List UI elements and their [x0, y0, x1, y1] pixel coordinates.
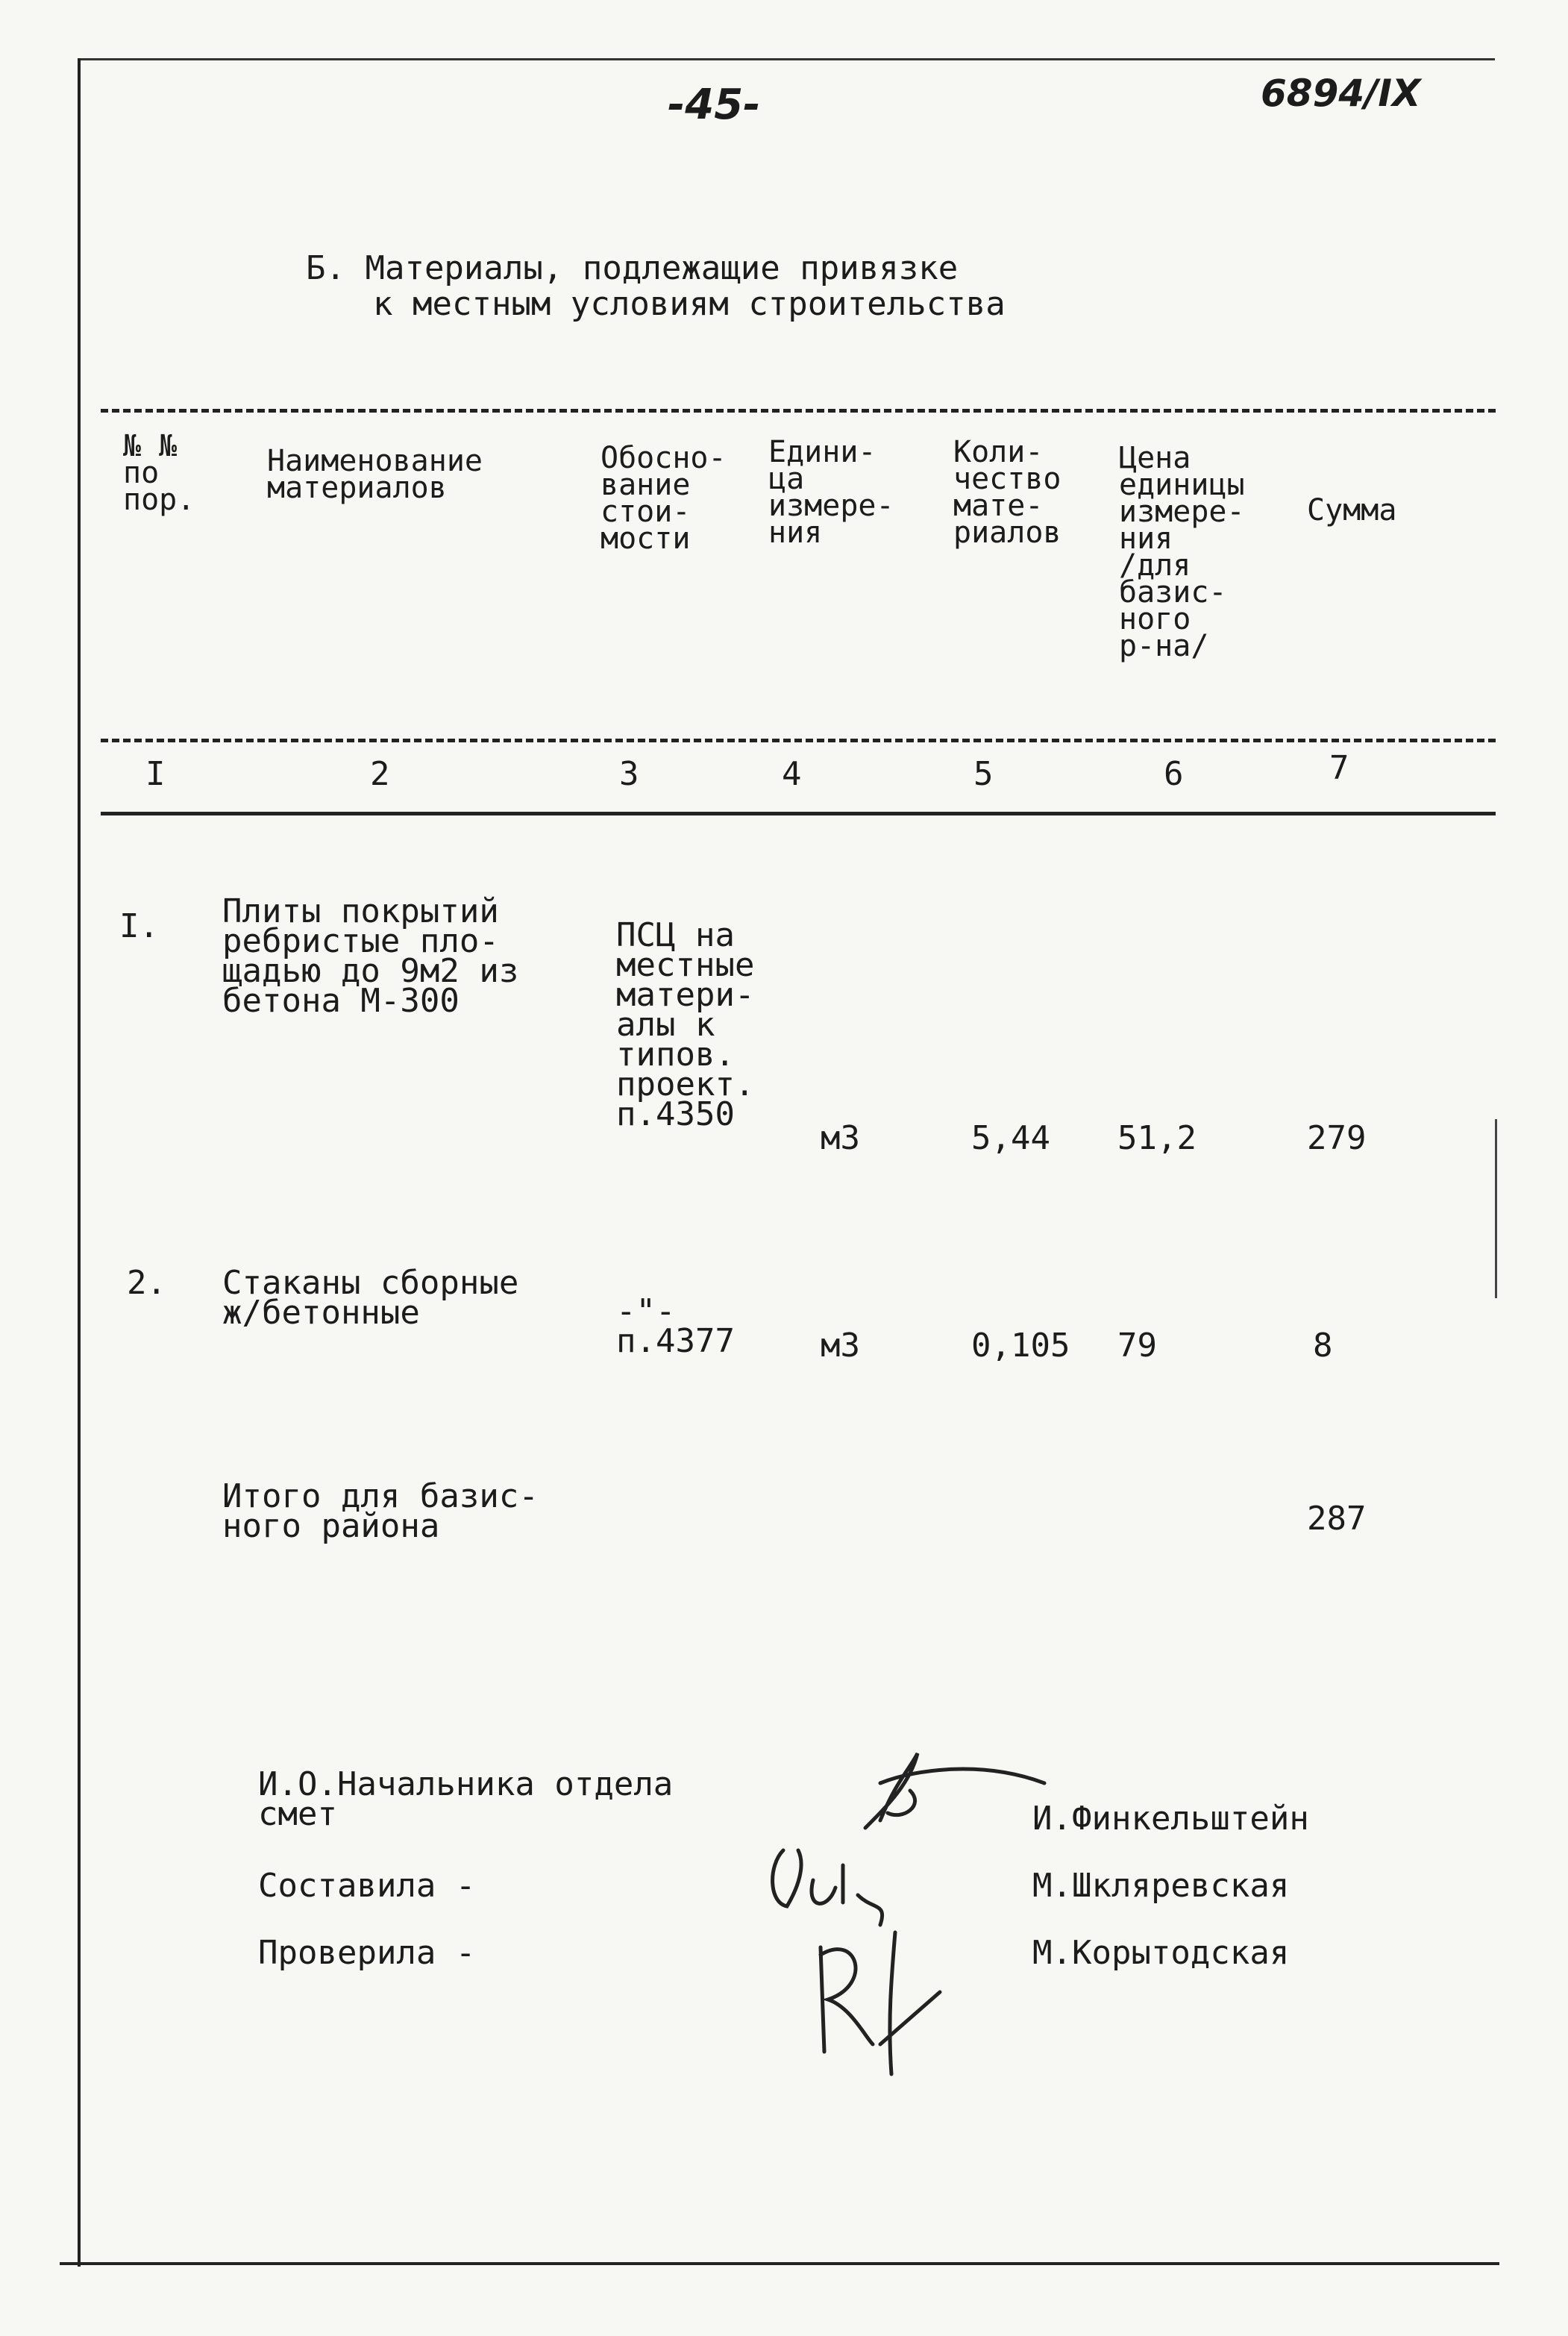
header-bottom-rule [101, 739, 1496, 742]
handwritten-signature-compiled [753, 1820, 903, 1932]
column-number-2: 2 [370, 755, 390, 793]
header-price: Цена единицы измере- ния /для базис- ного р-на/ [1119, 441, 1245, 663]
signature-role-head: И.О.Начальника отдела смет [258, 1765, 674, 1833]
row-2-sum: 8 [1313, 1327, 1333, 1365]
signature-name-compiled: М.Шкляревская [1032, 1867, 1290, 1905]
row-1-sum: 279 [1307, 1119, 1367, 1157]
header-name: Наименование материалов [267, 444, 483, 505]
row-2-number: 2. [127, 1264, 166, 1302]
row-1-quantity: 5,44 [971, 1119, 1050, 1157]
total-label: Итого для базис- ного района [222, 1477, 539, 1545]
signature-role-checked: Проверила - [258, 1934, 476, 1972]
row-2-price: 79 [1117, 1327, 1157, 1365]
document-code: 6894/IX [1261, 72, 1421, 115]
column-number-7: 7 [1329, 749, 1349, 787]
row-1-basis: ПСЦ на местные матери- алы к типов. проект. п.4350 [616, 916, 755, 1133]
total-value: 287 [1307, 1500, 1367, 1538]
row-1-name: Плиты покрытий ребристые пло- щадью до 9м2 из бетона М-300 [222, 892, 519, 1020]
section-title-line-2: к местным условиям строительства [373, 285, 1006, 323]
column-number-5: 5 [973, 755, 994, 793]
header-quantity: Коли- чество мате- риалов [953, 435, 1061, 550]
row-2-unit: м3 [821, 1327, 860, 1365]
row-1-unit: м3 [821, 1119, 860, 1157]
signature-name-checked: М.Корытодская [1032, 1934, 1290, 1972]
row-2-basis: -"- п.4377 [616, 1292, 735, 1360]
section-title-line-1: Б. Материалы, подлежащие привязке [306, 249, 959, 287]
row-2-quantity: 0,105 [971, 1327, 1070, 1365]
frame-bottom-border [60, 2262, 1499, 2265]
signature-role-compiled: Составила - [258, 1867, 476, 1905]
column-number-1: I [145, 755, 166, 793]
page-number: -45- [668, 81, 761, 129]
column-number-6: 6 [1164, 755, 1184, 793]
table-top-rule [101, 409, 1496, 413]
header-basis: Обосно- вание стои- мости [600, 441, 727, 556]
header-unit: Едини- ца измере- ния [768, 435, 894, 550]
frame-right-border [1495, 1119, 1497, 1298]
row-1-number: I. [119, 907, 159, 945]
column-numbers-rule [101, 812, 1496, 815]
row-1-price: 51,2 [1117, 1119, 1197, 1157]
header-number: № № по пор. [123, 429, 195, 517]
header-sum: Сумма [1307, 493, 1397, 527]
row-2-name: Стаканы сборные ж/бетонные [222, 1264, 519, 1332]
frame-top-border [78, 58, 1495, 60]
signature-name-head: И.Финкельштейн [1032, 1800, 1309, 1838]
column-number-3: 3 [619, 755, 639, 793]
column-number-4: 4 [782, 755, 802, 793]
handwritten-signature-checked [791, 1917, 955, 2089]
frame-left-border [78, 58, 81, 2267]
